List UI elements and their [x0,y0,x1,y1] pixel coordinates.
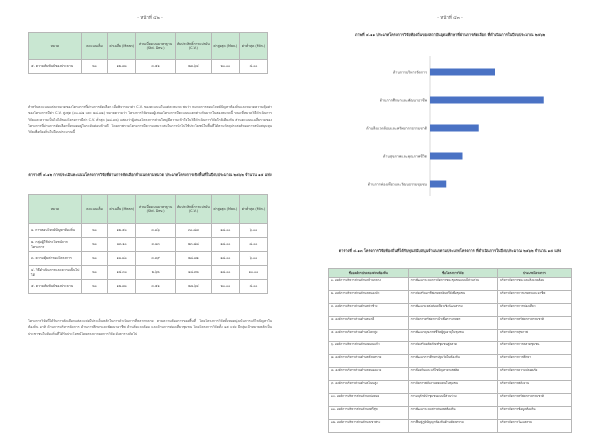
table-cell: ๒๐.๐๐ [211,60,239,74]
table-cell: ๑. การตอบโจทย์ปัญหาท้องถิ่น [29,224,82,238]
table-cell: บริหารจัดการการเกษตรและอาชีพ [497,290,571,303]
table-cell: ๑. องค์การบริหารส่วนตำบลบ้านกลาง [329,278,409,291]
table-row [329,381,572,394]
chart-bar [430,153,463,160]
table-cell: ๔. วิธีดำเนินการและความเป็นไปได้ [29,266,82,280]
table-cell: ๓.๑๓ [136,238,176,252]
table-cell: ๑๑.๘๐ [108,252,136,266]
chart-category-label: ด้านสุขภาพและคุณภาพชีวิต [383,154,427,159]
table-header: ส่วนเบี่ยงเบนมาตรฐาน (Std. Dev.) [136,33,176,60]
table-row [29,266,268,280]
table-cell: ๓. องค์การบริหารส่วนตำบลท่าช้าง [329,303,409,316]
table-cell: ๒. กลุ่มผู้ใช้ประโยชน์จากโครงการ [29,238,82,252]
table-row [29,224,268,238]
table-cell: ๑๘.๐๐ [211,238,239,252]
table-caption: ตารางที่ ๔.๑๓ โครงการวิจัยท้องถิ่นที่ได้รับทุนสนับสนุนจำแนกตามประเภทโครงการ ที่ดำเนินการในปีงบประมาณ ๒๕๖๒ จำนวน ๑๕ แห่ง [338,248,562,253]
table-cell: ๓.๓๙ [136,252,176,266]
table-cell: ๒๐ [81,280,107,294]
table-cell: บริหารจัดการขยะและสิ่งแวดล้อม [497,278,571,291]
table-cell: ๙. องค์การบริหารส่วนตำบลโนนสูง [329,381,409,394]
table-cell: ๓๐.๘๗ [175,224,211,238]
chart-bar [430,125,479,132]
table-row [329,329,572,342]
chart-bar [430,181,446,188]
table-cell: การอนุรักษ์ป่าชุมชนแบบมีส่วนร่วม [408,394,497,407]
chart-category-label: ด้านการศึกษาและพัฒนาอาชีพ [379,98,427,103]
table-cell: บริหารจัดการการตลาดชุมชน [497,342,571,355]
table-row [329,316,572,329]
table-cell: บริหารจัดการพลังงาน [497,381,571,394]
table-cell: การส่งเสริมอาชีพเกษตรอินทรีย์เพื่อชุมชน [408,290,497,303]
table-cell: การพัฒนาการศึกษาปฐมวัยในท้องถิ่น [408,355,497,368]
table-cell: การพัฒนาคุณภาพชีวิตผู้สูงอายุในชุมชน [408,329,497,342]
figure-caption: ภาพที่ ๔.๑๑ ประเภทโครงการวิจัยท้องถิ่นของสถาบันอุดมศึกษาที่ผ่านการคัดเลือก ที่ดำเนินการในปีงบประมาณ ๒๕๖๒ [354,32,546,37]
table-cell: ๒๗.๖๔ [175,60,211,74]
table-cell: ๕. ความสัมพันธ์ของประธาน [29,280,82,294]
table-header: ชื่อองค์กรปกครองส่วนท้องถิ่น [329,269,409,278]
page-number: - หน้าที่ ๔๒ - [137,16,163,21]
table-cell: การพัฒนาระบบการจัดการขยะชุมชนแบบมีส่วนร่วม [408,278,497,291]
table-cell: ๒๐ [81,60,107,74]
table-cell: ๖.๐๐ [239,252,267,266]
chart-category-label: ด้านการท่องเที่ยวและวัฒนธรรมชุมชน [367,182,427,187]
table-cell: ๕. องค์การบริหารส่วนตำบลโคกสูง [329,329,409,342]
table-header: ค่าเฉลี่ย (Mean) [108,195,136,224]
table-cell: ๓.๘๖ [136,224,176,238]
table-cell: การฟื้นฟูภูมิปัญญาท้องถิ่นด้านหัตถกรรม [408,419,497,432]
table-cell: ๑๒.๗๐ [108,60,136,74]
table-header: ค่าต่ำสุด (Min.) [239,33,267,60]
table-cell: ๘.๐๐ [239,238,267,252]
table-row [329,406,572,419]
table-cell: ๘. องค์การบริหารส่วนตำบลหนองแวง [329,368,409,381]
table-row [329,355,572,368]
table-header: คะแนนเต็ม [81,33,107,60]
table-cell: ๓. ความคุ้มค่าของโครงการ [29,252,82,266]
table-header: ชื่อโครงการวิจัย [408,269,497,278]
table-header: ค่าสูงสุด (Max.) [211,195,239,224]
table-cell: ๔.๐๐ [239,280,267,294]
table-cell: ๑๘.๐๐ [211,224,239,238]
table-cell: ๓.๕๑ [136,280,176,294]
table-cell: ๒๐ [81,266,107,280]
chart-category-label: ด้านสิ่งแวดล้อมและทรัพยากรธรรมชาติ [366,126,427,131]
table-cell: ๔.๐๐ [239,60,267,74]
table-header: หมวด [29,195,82,224]
table-cell: ๓.๕๑ [136,60,176,74]
table-header-row [29,33,268,60]
table-cell: การส่งเสริมผลิตภัณฑ์ชุมชนสู่ตลาด [408,342,497,355]
table-row [329,290,572,303]
table-cell: ๒๗.๖๔ [175,280,211,294]
table-cell: ๑๒. องค์การบริหารส่วนตำบลเขาพระ [329,419,409,432]
table-header: ค่าเฉลี่ย (Mean) [108,33,136,60]
table-caption: ตารางที่ ๔.๑๒ การประเมินคะแนนโครงการวิจัยที่ผ่านการคัดเลือกจำแนกตามหมวด ประเภทโครงการเชิงพื้นที่ในปีงบประมาณ ๒๕๖๒ จำนวน ๑๕ แห่ง [28,172,272,177]
table-cell: ๗. องค์การบริหารส่วนตำบลห้วยทราย [329,355,409,368]
table-row [29,60,268,74]
table-cell: ๔. องค์การบริหารส่วนตำบลนาดี [329,316,409,329]
chart-bar [430,97,544,104]
table-cell: บริหารจัดการข้อมูลท้องถิ่น [497,406,571,419]
table-header: ส่วนเบี่ยงเบนมาตรฐาน (Std. Dev.) [136,195,176,224]
table-header: หมวด [29,33,82,60]
table-cell: บริหารจัดการความปลอดภัย [497,368,571,381]
score-table-continued [28,32,268,74]
table-cell: บริหารจัดการสุขภาพ [497,329,571,342]
table-header: ค่าสูงสุด (Max.) [211,33,239,60]
table-cell: บริหารจัดการทรัพยากรธรรมชาติ [497,316,571,329]
chart-bar [430,69,495,76]
table-cell: บริหารจัดการการศึกษา [497,355,571,368]
table-cell: การพัฒนาระบบสารสนเทศท้องถิ่น [408,406,497,419]
chart-category-label: ด้านการบริหารจัดการ [392,70,427,75]
table-cell: ๑๒.๕๐ [108,224,136,238]
table-cell: ๒๐ [81,252,107,266]
chart-svg [338,50,568,200]
table-cell: ๖. องค์การบริหารส่วนตำบลดอนแก้ว [329,342,409,355]
table-row [329,303,572,316]
table-header: ค่าต่ำสุด (Min.) [239,195,267,224]
table-row [29,280,268,294]
table-cell: ๑๘.๓๒ [175,266,211,280]
table-cell: บริหารจัดการวัฒนธรรม [497,419,571,432]
table-cell: การจัดการพลังงานทดแทนในชุมชน [408,381,497,394]
table-cell: ๑๐.๐๐ [239,266,267,280]
table-row [329,368,572,381]
table-row [329,342,572,355]
table-header: ประเภทโครงการ [497,269,571,278]
table-cell: ๑๔.๓๐ [108,266,136,280]
table-row [29,252,268,266]
table-cell: ๖.๐๐ [239,224,267,238]
body-paragraph: สำหรับคะแนนแต่ละหมวดของโครงการที่ผ่านการคัดเลือก เมื่อพิจารณาค่า C.V. ของคะแนนในแต่ละหมวด พบว่า หมวดการตอบโจทย์ปัญหาท้องถิ่นและหมวดความคุ้มค่าของโครงการมีค่า C.V. สูงสุด (๓๐.๘๗ และ ๒๘.๗๑) หมายความว่า โครงการวิจัยของผู้เสนอโครงการมีคะแนนแตกต่างกันมากในสองหมวดนี้ ขณะที่หมวดวิธีดำเนินการวิจัยและความเป็นไปได้ของโครงการมีค่า C.V. ต่ำสุด (๑๘.๓๒) แสดงว่าผู้เสนอโครงการส่วนใหญ่มีความเข้าใจในวิธีดำเนินการวิจัยใกล้เคียงกัน ส่วนคะแนนเฉลี่ยรวมของโครงการที่ผ่านการคัดเลือกทั้งหมดอยู่ในระดับค่อนข้างดี โดยภาพรวมโครงการมีความเหมาะสมในการนำไปใช้ประโยชน์ในพื้นที่ได้ตามวัตถุประสงค์ของการสนับสนุนทุนวิจัยเพื่อท้องถิ่นในปีงบประมาณนี้ [28,105,272,135]
table-cell: บริหารจัดการการท่องเที่ยว [497,303,571,316]
table-cell: ๒. องค์การบริหารส่วนตำบลหนองบัว [329,290,409,303]
table-cell: ๒๐ [81,238,107,252]
project-type-bar-chart [338,50,568,200]
table-cell: ๑๐. องค์การบริหารส่วนตำบลบ่อทอง [329,394,409,407]
table-cell: ๒๐ [81,224,107,238]
table-header: คะแนนเต็ม [81,195,107,224]
table-row [329,278,572,291]
table-cell: ๑๓.๑๐ [108,238,136,252]
left-page [0,0,300,424]
page-number: - หน้าที่ ๔๓ - [437,16,463,21]
table-cell: ๒๓.๘๘ [175,238,211,252]
table-row [29,238,268,252]
table-cell: ๑๒.๗๐ [108,280,136,294]
table-cell: การพัฒนาแหล่งท่องเที่ยวเชิงวัฒนธรรม [408,303,497,316]
table-cell: ๑๘.๐๐ [211,252,239,266]
table-cell: ๑๑. องค์การบริหารส่วนตำบลศรีสุข [329,406,409,419]
table-cell: ๒.๖๒ [136,266,176,280]
table-row [329,419,572,432]
table-cell: ๒๘.๗๑ [175,252,211,266]
score-table [28,194,268,294]
right-page [300,0,600,424]
table-cell: ๕. ความสัมพันธ์ของประธาน [29,60,82,74]
table-cell: บริหารจัดการทรัพยากรธรรมชาติ [497,394,571,407]
table-cell: การจัดการทรัพยากรน้ำเพื่อการเกษตร [408,316,497,329]
table-cell: การป้องกันและแก้ไขปัญหายาเสพติด [408,368,497,381]
table-header-row [329,269,572,278]
table-cell: ๒๐.๐๐ [211,280,239,294]
table-row [329,394,572,407]
table-header: สัมประสิทธิ์การแปรผัน (C.V.) [175,195,211,224]
body-paragraph: โครงการวิจัยที่ได้รับการคัดเลือกแต่ละแห่งมีประเด็นหลักในการดำเนินการที่หลากหลาย ตามความต้องการของพื้นที่ โดยโครงการวิจัยทั้งหมดมุ่งเน้นการแก้ไขปัญหาในท้องถิ่น อาทิ ด้านการบริหารจัดการ ด้านการศึกษาและพัฒนาอาชีพ ด้านสิ่งแวดล้อม และด้านการท่องเที่ยวชุมชน โดยโครงการวิจัยทั้ง ๑๕ แห่ง มีกลุ่มเป้าหมายหลักเป็นประชาชนในท้องถิ่นที่ได้รับประโยชน์โดยตรงจากผลการวิจัย ดังตารางถัดไป [28,319,272,336]
table-header: สัมประสิทธิ์การแปรผัน (C.V.) [175,33,211,60]
table-header-row [29,195,268,224]
table-cell: ๑๘.๐๐ [211,266,239,280]
project-list-table [328,268,572,433]
